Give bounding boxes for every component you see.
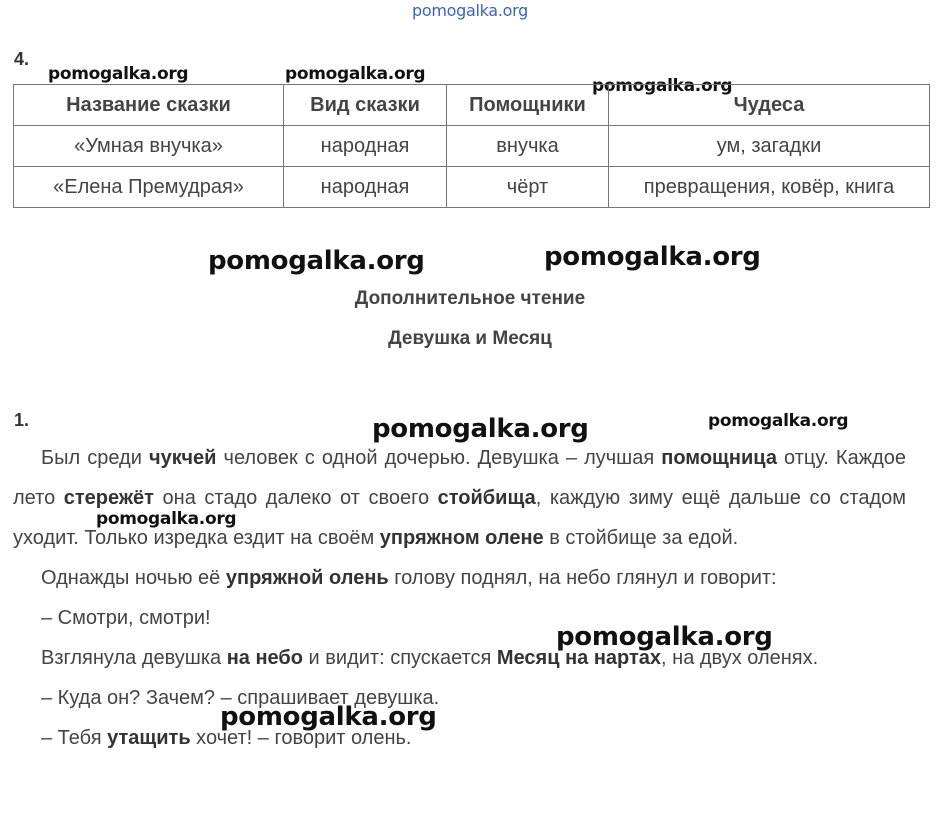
- text-run: хочет! – говорит олень.: [190, 727, 412, 749]
- watermark: pomogalka.org: [96, 509, 237, 529]
- text-run: , на двух оленях.: [661, 647, 819, 669]
- watermark: pomogalka.org: [285, 64, 426, 84]
- table-cell: внучка: [447, 126, 609, 167]
- table-cell: народная: [284, 167, 447, 208]
- watermark: pomogalka.org: [48, 64, 189, 84]
- highlighted-word: утащить: [107, 727, 191, 749]
- column-header: Вид сказки: [284, 85, 447, 126]
- watermark: pomogalka.org: [556, 622, 773, 652]
- story-paragraph: [13, 598, 906, 638]
- fairy-tales-table: [13, 84, 930, 208]
- text-run: отцу. Каждое лето: [13, 447, 906, 509]
- text-run: – Смотри, смотри!: [41, 607, 211, 629]
- highlighted-word: стойбища: [437, 487, 536, 509]
- task-number-4: 4.: [14, 49, 30, 69]
- watermark: pomogalka.org: [708, 411, 849, 431]
- table-row: [14, 126, 930, 167]
- text-run: она стадо далеко от своего: [153, 487, 438, 509]
- table-cell: превращения, ковёр, книга: [609, 167, 930, 208]
- story-paragraph: [13, 438, 906, 558]
- column-header: Чудеса: [609, 85, 930, 126]
- text-run: Однажды ночью её: [41, 567, 226, 589]
- highlighted-word: на небо: [226, 647, 303, 669]
- column-header: Помощники: [447, 85, 609, 126]
- task-number-1: 1.: [14, 410, 30, 430]
- table-cell: чёрт: [447, 167, 609, 208]
- table-cell: ум, загадки: [609, 126, 930, 167]
- highlighted-word: помощница: [661, 447, 777, 469]
- story-paragraph: [13, 678, 906, 718]
- column-header: Название сказки: [14, 85, 284, 126]
- story-paragraph: [13, 718, 906, 758]
- text-run: в стойбище за едой.: [543, 527, 739, 549]
- table-header-row: [14, 85, 930, 126]
- watermark: pomogalka.org: [220, 702, 437, 732]
- watermark: pomogalka.org: [372, 414, 589, 444]
- highlighted-word: упряжной олень: [225, 567, 389, 589]
- watermark-top[interactable]: pomogalka.org: [412, 1, 528, 20]
- table-cell: народная: [284, 126, 447, 167]
- text-run: , каждую зиму ещё дальше со стадом уходит. Только изредка ездит на своём: [13, 487, 907, 549]
- table-cell: «Умная внучка»: [14, 126, 284, 167]
- text-run: – Куда он? Зачем? – спрашивает девушка.: [41, 687, 440, 709]
- watermark: pomogalka.org: [208, 246, 425, 276]
- text-run: человек с одной дочерью. Девушка – лучшая: [216, 447, 662, 469]
- table-row: [14, 167, 930, 208]
- text-run: голову поднял, на небо глянул и говорит:: [388, 567, 777, 589]
- watermark: pomogalka.org: [544, 242, 761, 272]
- highlighted-word: Месяц на нартах: [496, 647, 662, 669]
- highlighted-word: упряжном олене: [379, 527, 544, 549]
- story-title: Девушка и Месяц: [388, 328, 552, 349]
- highlighted-word: чукчей: [148, 447, 217, 469]
- text-run: Взглянула девушка: [41, 647, 227, 669]
- text-run: и видит: спускается: [303, 647, 497, 669]
- story-text: [13, 438, 906, 758]
- watermark: pomogalka.org: [592, 76, 733, 96]
- section-title: Дополнительное чтение: [354, 288, 586, 309]
- story-paragraph: [13, 558, 906, 598]
- text-run: – Тебя: [41, 727, 108, 749]
- table-cell: «Елена Премудрая»: [14, 167, 284, 208]
- story-paragraph: [13, 638, 906, 678]
- highlighted-word: стережёт: [63, 487, 154, 509]
- text-run: Был среди: [41, 447, 149, 469]
